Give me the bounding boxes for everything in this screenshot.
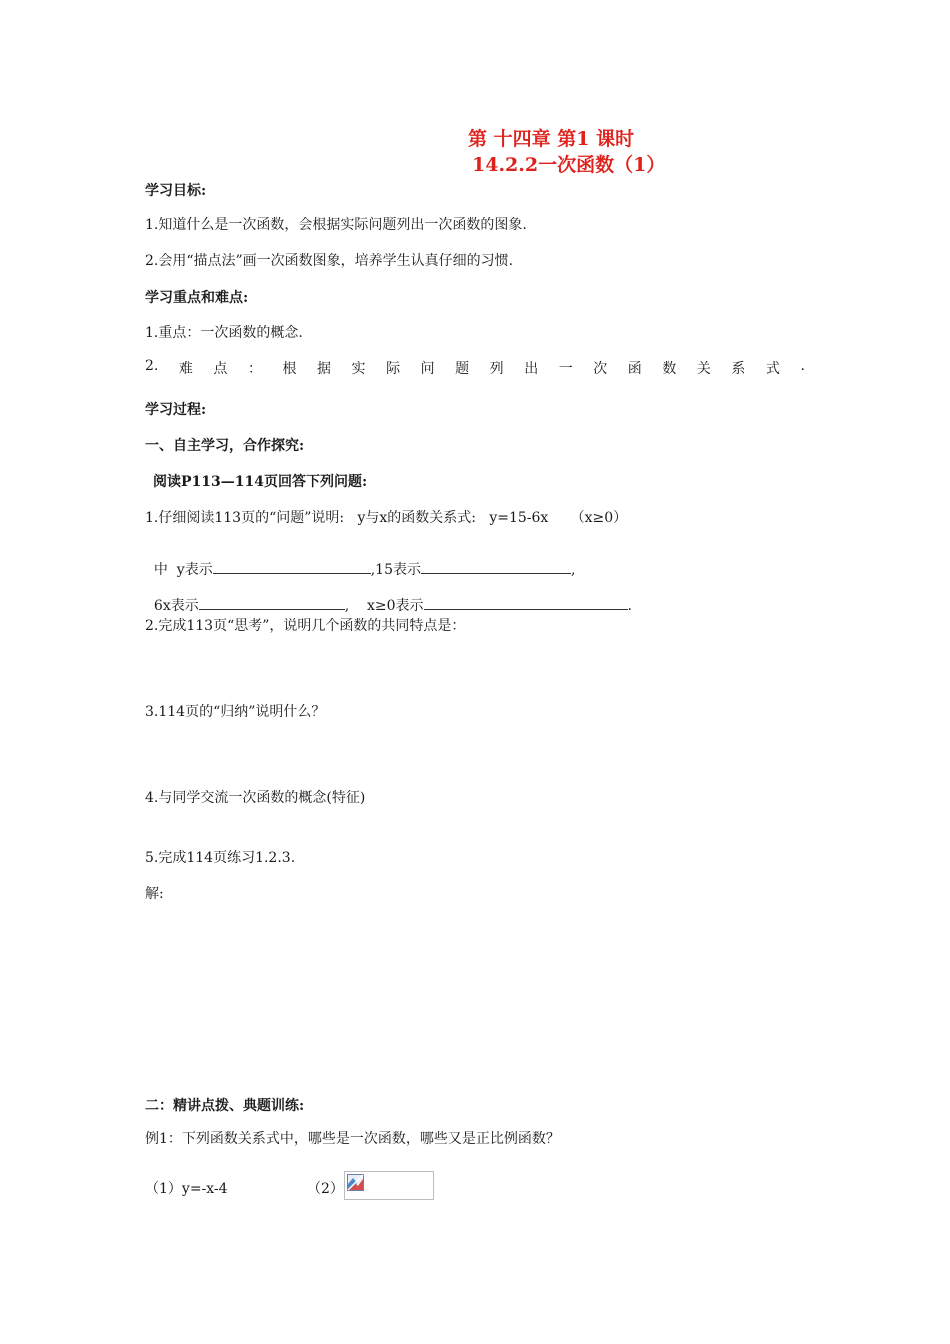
question-3: 3.114页的“归纳”说明什么？ (145, 704, 326, 720)
kp2-char: 一 (558, 361, 573, 377)
process-heading: 学习过程: (145, 402, 207, 418)
question-5: 5.完成114页练习1.2.3. (145, 850, 296, 866)
example-item-2-label: （2） (307, 1181, 344, 1197)
blank-y-meaning[interactable] (213, 560, 371, 574)
formula-image-placeholder (344, 1171, 434, 1200)
fill-a-end: , (570, 562, 576, 578)
fill-b-end: . (627, 598, 632, 614)
kp2-char: ： (247, 361, 262, 377)
blank-domain-meaning[interactable] (424, 596, 628, 610)
kp2-char: 出 (524, 361, 539, 377)
fill-line-b (145, 579, 632, 615)
kp2-char: 题 (455, 361, 470, 377)
kp2-char: 据 (317, 361, 332, 377)
kp2-char: 际 (386, 361, 401, 377)
kp2-char: 问 (420, 361, 435, 377)
kp2-char: 根 (282, 361, 297, 377)
broken-image-icon (347, 1174, 364, 1191)
kp2-char: 关 (696, 361, 711, 377)
answer-label: 解: (145, 886, 164, 902)
example-item-1: （1）y=-x-4 (145, 1181, 228, 1197)
blank-6x-meaning[interactable] (199, 596, 345, 610)
kp2-char: 点 (213, 361, 228, 377)
objective-item-1: 1.知道什么是一次函数，会根据实际问题列出一次函数的图象. (145, 217, 527, 233)
kp2-char: . (800, 358, 805, 374)
question-4: 4.与同学交流一次函数的概念(特征) (145, 790, 366, 806)
kp2-char: 系 (731, 361, 746, 377)
objectives-heading: 学习目标: (145, 183, 207, 199)
key-point-item-1: 1.重点：一次函数的概念. (145, 325, 303, 341)
key-points-heading: 学习重点和难点: (145, 290, 249, 306)
fill-line-a (145, 543, 575, 579)
kp2-char: 难 (178, 361, 193, 377)
question-1: 1.仔细阅读113页的“问题”说明: y与x的函数关系式: y=15-6x （x≥0） (145, 510, 628, 526)
read-prompt: 阅读P113—114页回答下列问题: (153, 474, 368, 490)
kp2-char: 数 (662, 361, 677, 377)
title-line-1: 第 十四章 第1 课时 (468, 128, 635, 150)
kp2-char: 列 (489, 361, 504, 377)
blank-15-meaning[interactable] (421, 560, 571, 574)
kp2-char: 次 (593, 361, 608, 377)
fill-b-middle: , x≥0表示 (344, 598, 424, 614)
section1-heading: 一、自主学习，合作探究: (145, 438, 305, 454)
section2-heading: 二：精讲点拨、典题训练: (145, 1098, 305, 1114)
title-line-2: 14.2.2一次函数（1） (472, 154, 666, 176)
fill-b-prefix: 6x表示 (153, 598, 199, 614)
kp2-char: 2. (145, 358, 159, 374)
fill-a-prefix: 中 y表示 (153, 562, 213, 578)
kp2-char: 式 (765, 361, 780, 377)
kp2-char: 函 (627, 361, 642, 377)
question-2: 2.完成113页“思考”，说明几个函数的共同特点是： (145, 618, 466, 634)
fill-a-middle: ,15表示 (370, 562, 421, 578)
objective-item-2: 2.会用“描点法”画一次函数图象，培养学生认真仔细的习惯. (145, 253, 514, 269)
key-point-item-2 (145, 358, 805, 378)
kp2-char: 实 (351, 361, 366, 377)
example-1: 例1：下列函数关系式中，哪些是一次函数，哪些又是正比例函数？ (145, 1131, 560, 1147)
